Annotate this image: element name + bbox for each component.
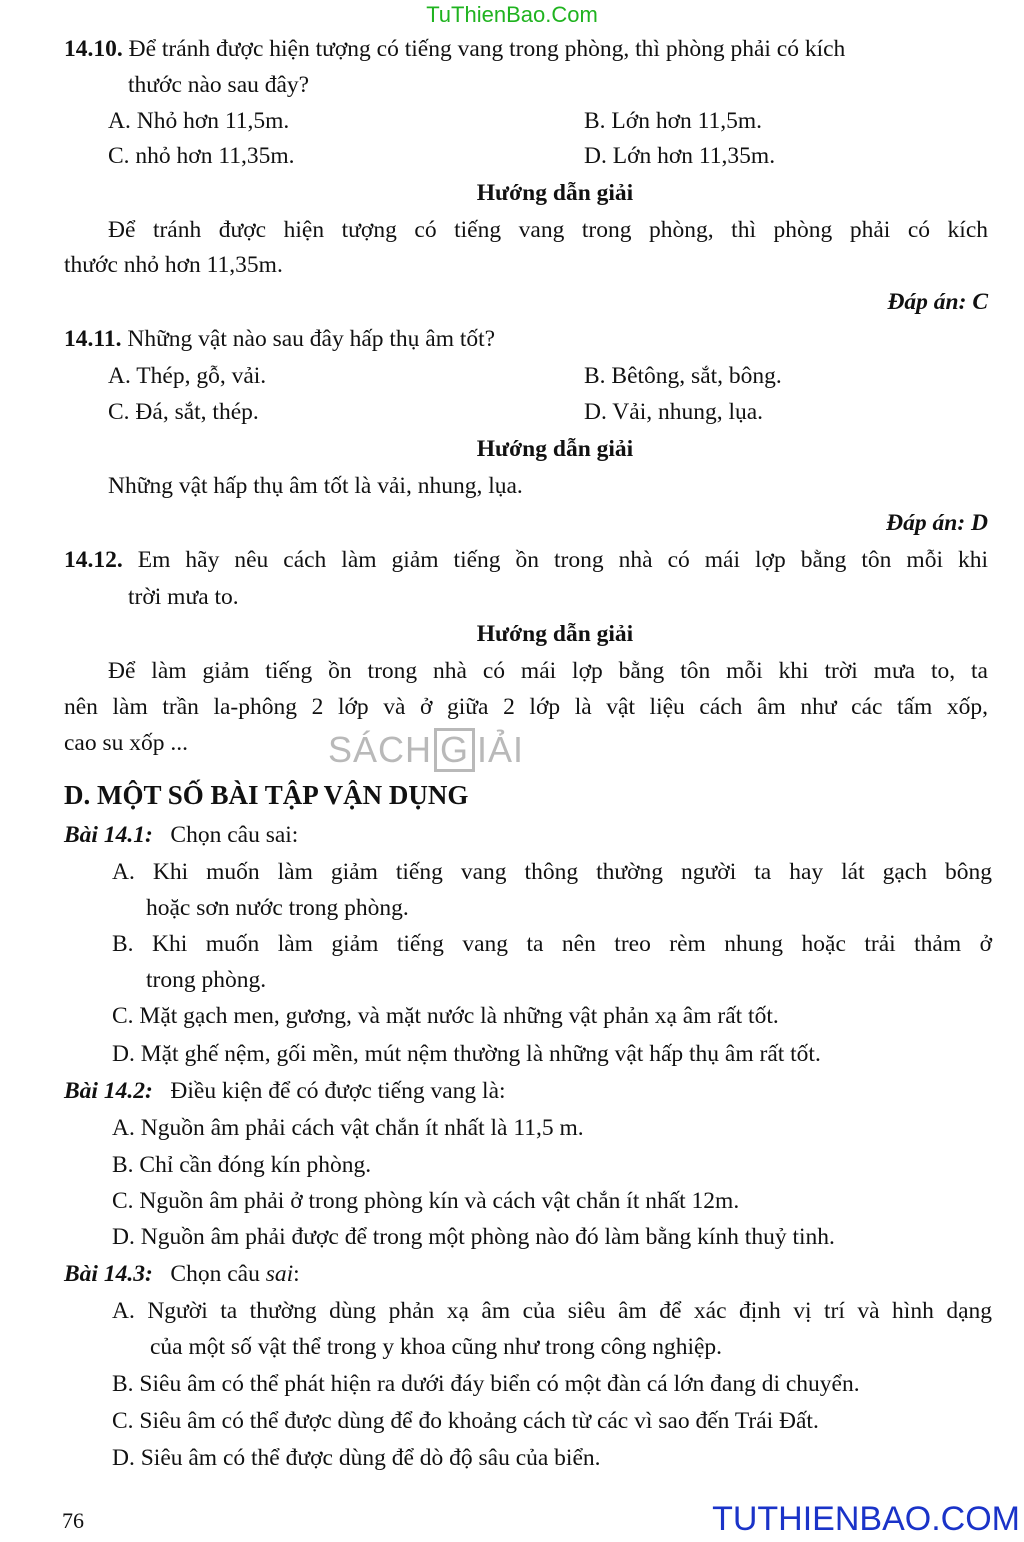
solution-text: Để tránh được hiện tượng có tiếng vang trong phòng, thì phòng phải có kích xyxy=(108,217,988,243)
solution-text-cont: nên làm trần la-phông 2 lớp và ở giữa 2 lớp là vật liệu cách âm như các tấm xốp, xyxy=(64,694,988,720)
exercise-label: Bài 14.1: xyxy=(64,822,153,848)
site-footer-link[interactable]: TUTHIENBAO.COM xyxy=(712,1500,1020,1538)
watermark-text: SÁCH xyxy=(328,729,433,770)
question-text: Để tránh được hiện tượng có tiếng vang trong phòng, thì phòng phải có kích xyxy=(128,36,846,62)
question-number: 14.11. xyxy=(64,326,122,352)
option-a: A. Nguồn âm phải cách vật chắn ít nhất là 11,5 m. xyxy=(112,1115,584,1141)
exercise-prompt: Điều kiện để có được tiếng vang là: xyxy=(170,1078,506,1104)
guide-heading: Hướng dẫn giải xyxy=(476,621,634,647)
watermark-text: IẢI xyxy=(477,729,525,770)
solution-text-cont: cao su xốp ... xyxy=(64,730,189,756)
solution-text: Những vật hấp thụ âm tốt là vải, nhung, lụa. xyxy=(108,473,523,499)
option-c: C. Siêu âm có thể được dùng để đo khoảng cách từ các vì sao đến Trái Đất. xyxy=(112,1408,819,1434)
question-number: 14.12. xyxy=(64,547,123,573)
option-c: C. Nguồn âm phải ở trong phòng kín và cách vật chắn ít nhất 12m. xyxy=(112,1188,740,1214)
option-d: D. Lớn hơn 11,35m. xyxy=(584,143,776,169)
option-d: D. Mặt ghế nệm, gối mền, mút nệm thường là những vật hấp thụ âm rất tốt. xyxy=(112,1041,821,1067)
option-a-cont: hoặc sơn nước trong phòng. xyxy=(146,895,409,921)
option-c: C. Đá, sắt, thép. xyxy=(108,399,259,425)
section-title: D. MỘT SỐ BÀI TẬP VẬN DỤNG xyxy=(64,780,469,810)
option-b: B. Siêu âm có thể phát hiện ra dưới đáy biển có một đàn cá lớn đang di chuyển. xyxy=(112,1371,860,1397)
prompt-text: Chọn câu xyxy=(170,1261,266,1287)
exercise-14-1 xyxy=(64,820,298,850)
question-text-cont: thước nào sau đây? xyxy=(128,72,310,98)
answer-label: Đáp án: C xyxy=(887,289,988,315)
option-d: D. Nguồn âm phải được để trong một phòng nào đó làm bằng kính thuỷ tinh. xyxy=(112,1224,835,1250)
question-text: Em hãy nêu cách làm giảm tiếng ồn trong nhà có mái lợp bằng tôn mỗi khi xyxy=(137,547,989,573)
option-b: B. Lớn hơn 11,5m. xyxy=(584,108,763,134)
exercise-prompt: Chọn câu sai: xyxy=(170,822,299,848)
exercise-14-2 xyxy=(64,1076,506,1106)
option-a: A. Người ta thường dùng phản xạ âm của siêu âm để xác định vị trí và hình dạng xyxy=(112,1298,992,1324)
option-a: A. Thép, gỗ, vải. xyxy=(108,363,267,389)
site-header-link[interactable]: TuThienBao.Com xyxy=(426,2,598,27)
question-number: 14.10. xyxy=(64,36,123,62)
solution-text: Để làm giảm tiếng ồn trong nhà có mái lợp bằng tôn mỗi khi trời mưa to, ta xyxy=(108,658,988,684)
sachgiai-watermark-logo xyxy=(328,728,524,772)
option-b: B. Bêtông, sắt, bông. xyxy=(584,363,782,389)
option-d: D. Vải, nhung, lụa. xyxy=(584,399,764,425)
question-text: Những vật nào sau đây hấp thụ âm tốt? xyxy=(127,326,496,352)
option-a: A. Khi muốn làm giảm tiếng vang thông thường người ta hay lát gạch bông xyxy=(112,859,992,885)
option-c: C. Mặt gạch men, gương, và mặt nước là những vật phản xạ âm rất tốt. xyxy=(112,1003,779,1029)
question-14-10 xyxy=(64,34,845,64)
option-b: B. Chỉ cần đóng kín phòng. xyxy=(112,1152,372,1178)
option-a-cont: của một số vật thể trong y khoa cũng như trong công nghiệp. xyxy=(150,1334,723,1360)
question-text-cont: trời mưa to. xyxy=(128,584,239,610)
exercise-label: Bài 14.2: xyxy=(64,1078,153,1104)
question-14-12 xyxy=(64,545,988,575)
answer-label: Đáp án: D xyxy=(886,510,988,536)
exercise-14-3 xyxy=(64,1259,300,1289)
guide-heading: Hướng dẫn giải xyxy=(476,180,634,206)
prompt-text: : xyxy=(293,1261,300,1287)
guide-heading: Hướng dẫn giải xyxy=(476,436,634,462)
exercise-prompt xyxy=(170,1261,299,1287)
option-b-cont: trong phòng. xyxy=(146,967,267,993)
watermark-g-mark: G xyxy=(434,728,475,772)
page-number: 76 xyxy=(62,1508,84,1533)
prompt-emphasis: sai xyxy=(265,1261,294,1287)
option-d: D. Siêu âm có thể được dùng để dò độ sâu của biển. xyxy=(112,1445,601,1471)
option-c: C. nhỏ hơn 11,35m. xyxy=(108,143,295,169)
solution-text-cont: thước nhỏ hơn 11,35m. xyxy=(64,252,283,278)
question-14-11 xyxy=(64,324,495,354)
exercise-label: Bài 14.3: xyxy=(64,1261,153,1287)
option-b: B. Khi muốn làm giảm tiếng vang ta nên treo rèm nhung hoặc trải thảm ở xyxy=(112,931,992,957)
option-a: A. Nhỏ hơn 11,5m. xyxy=(108,108,290,134)
